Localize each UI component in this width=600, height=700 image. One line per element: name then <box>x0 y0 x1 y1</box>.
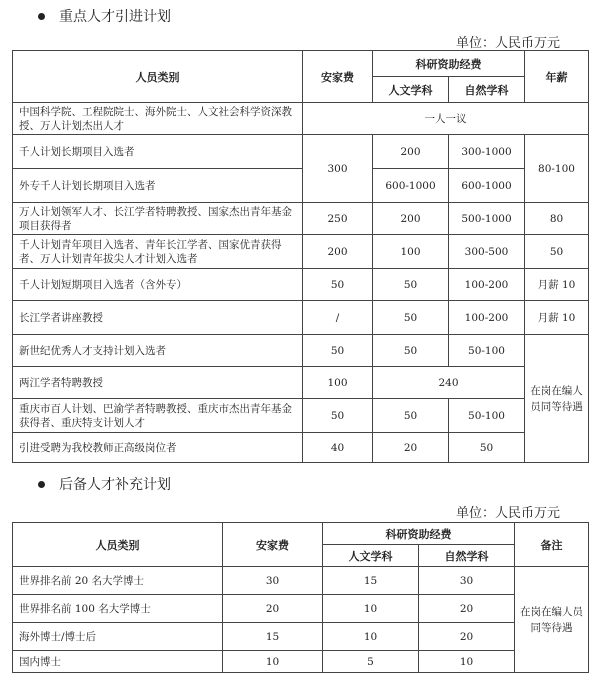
unit-label: 单位：人民币万元 <box>455 506 560 521</box>
cell-science: 100-200 <box>449 269 525 301</box>
cell-category: 千人计划长期项目入选者 <box>13 135 303 169</box>
cell-science: 300-1000 <box>449 135 525 169</box>
cell-salary: 80-100 <box>525 135 589 203</box>
section-title-reserve-talent <box>38 474 171 494</box>
table-row <box>13 301 589 335</box>
key-talent-table <box>12 50 589 463</box>
cell-science: 50-100 <box>449 335 525 367</box>
cell-science: 600-1000 <box>449 169 525 203</box>
header-humanities: 人文学科 <box>323 545 419 567</box>
cell-settle: 20 <box>223 595 323 623</box>
table-row <box>13 235 589 269</box>
header-research: 科研资助经费 <box>323 523 515 545</box>
cell-settle: 250 <box>303 203 373 235</box>
cell-humanities: 50 <box>373 301 449 335</box>
cell-settle: 50 <box>303 335 373 367</box>
cell-humanities: 5 <box>323 651 419 673</box>
cell-humanities: 20 <box>373 433 449 463</box>
cell-science: 50-100 <box>449 399 525 433</box>
cell-category: 新世纪优秀人才支持计划入选者 <box>13 335 303 367</box>
cell-settle: 200 <box>303 235 373 269</box>
table-row <box>13 623 589 651</box>
cell-science: 10 <box>419 651 515 673</box>
cell-category: 世界排名前 100 名大学博士 <box>13 595 223 623</box>
header-note: 备注 <box>515 523 589 567</box>
cell-humanities: 100 <box>373 235 449 269</box>
bullet-icon <box>38 13 45 20</box>
cell-settle: 40 <box>303 433 373 463</box>
cell-humanities: 10 <box>323 595 419 623</box>
cell-category: 外专千人计划长期项目入选者 <box>13 169 303 203</box>
cell-science: 300-500 <box>449 235 525 269</box>
cell-humanities: 200 <box>373 203 449 235</box>
cell-category: 引进受聘为我校教师正高级岗位者 <box>13 433 303 463</box>
header-category: 人员类别 <box>13 523 223 567</box>
unit-label: 单位：人民币万元 <box>455 36 560 51</box>
cell-humanities: 50 <box>373 335 449 367</box>
cell-category: 世界排名前 20 名大学博士 <box>13 567 223 595</box>
cell-science: 30 <box>419 567 515 595</box>
cell-category: 中国科学院、工程院院士、海外院士、人文社会科学资深教授、万人计划杰出人才 <box>13 103 303 135</box>
cell-category: 海外博士/博士后 <box>13 623 223 651</box>
cell-category: 千人计划青年项目入选者、青年长江学者、国家优青获得者、万人计划青年拔尖人才计划入选者 <box>13 235 303 269</box>
reserve-talent-table <box>12 522 589 673</box>
cell-research-merged: 240 <box>373 367 525 399</box>
cell-humanities: 50 <box>373 269 449 301</box>
cell-salary: 50 <box>525 235 589 269</box>
header-research: 科研资助经费 <box>373 51 525 77</box>
cell-settle: 10 <box>223 651 323 673</box>
table-row <box>13 135 589 169</box>
table-row <box>13 203 589 235</box>
header-settle: 安家费 <box>223 523 323 567</box>
header-science: 自然学科 <box>449 77 525 103</box>
table-row <box>13 433 589 463</box>
cell-humanities: 50 <box>373 399 449 433</box>
header-science: 自然学科 <box>419 545 515 567</box>
cell-category: 重庆市百人计划、巴渝学者特聘教授、重庆市杰出青年基金获得者、重庆特支计划人才 <box>13 399 303 433</box>
cell-science: 100-200 <box>449 301 525 335</box>
cell-category: 长江学者讲座教授 <box>13 301 303 335</box>
table-row <box>13 399 589 433</box>
cell-humanities: 10 <box>323 623 419 651</box>
header-settle: 安家费 <box>303 51 373 103</box>
cell-category: 国内博士 <box>13 651 223 673</box>
table-row <box>13 335 589 367</box>
cell-settle: 50 <box>303 269 373 301</box>
table-row <box>13 595 589 623</box>
cell-category: 千人计划短期项目入选者（含外专） <box>13 269 303 301</box>
cell-science: 50 <box>449 433 525 463</box>
section-title-text: 重点人才引进计划 <box>59 9 171 25</box>
cell-settle: 300 <box>303 135 373 203</box>
cell-salary: 月薪 10 <box>525 301 589 335</box>
cell-salary: 月薪 10 <box>525 269 589 301</box>
table-row <box>13 169 589 203</box>
cell-category: 两江学者特聘教授 <box>13 367 303 399</box>
cell-salary: 80 <box>525 203 589 235</box>
cell-settle: 30 <box>223 567 323 595</box>
cell-humanities: 200 <box>373 135 449 169</box>
cell-settle: 100 <box>303 367 373 399</box>
section-title-text: 后备人才补充计划 <box>59 477 171 493</box>
table-row <box>13 367 589 399</box>
cell-settle: 50 <box>303 399 373 433</box>
cell-salary-note: 在岗在编人员同等待遇 <box>525 335 589 463</box>
table-row <box>13 567 589 595</box>
cell-science: 20 <box>419 623 515 651</box>
cell-category: 万人计划领军人才、长江学者特聘教授、国家杰出青年基金项目获得者 <box>13 203 303 235</box>
table-row <box>13 651 589 673</box>
header-salary: 年薪 <box>525 51 589 103</box>
cell-science: 20 <box>419 595 515 623</box>
bullet-icon <box>38 481 45 488</box>
cell-humanities: 600-1000 <box>373 169 449 203</box>
cell-note: 在岗在编人员同等待遇 <box>515 567 589 673</box>
cell-settle: / <box>303 301 373 335</box>
cell-science: 500-1000 <box>449 203 525 235</box>
header-category: 人员类别 <box>13 51 303 103</box>
section-title-key-talent <box>38 6 171 26</box>
cell-merged: 一人一议 <box>303 103 589 135</box>
cell-humanities: 15 <box>323 567 419 595</box>
cell-settle: 15 <box>223 623 323 651</box>
table-row <box>13 103 589 135</box>
table-row <box>13 269 589 301</box>
header-humanities: 人文学科 <box>373 77 449 103</box>
